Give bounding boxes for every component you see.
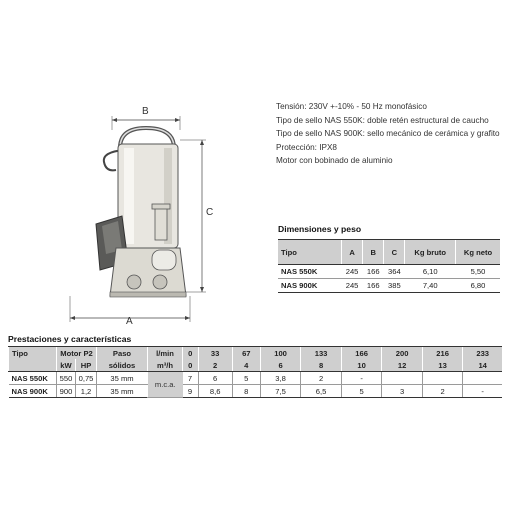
spec-seal-550k: Tipo de sello NAS 550K: doble retén estructural de caucho	[276, 115, 489, 125]
dim-cell: 7,40	[405, 279, 456, 293]
perf-cell-value: 8,6	[198, 385, 232, 398]
perf-cell-value	[422, 372, 463, 385]
perf-m3h-cell: 2	[198, 359, 232, 372]
dim-cell: 6,10	[405, 265, 456, 279]
perf-cell-value: -	[341, 372, 382, 385]
perf-cell-value	[382, 372, 423, 385]
dimensions-title: Dimensiones y peso	[278, 224, 362, 234]
dim-header-c: C	[384, 240, 405, 265]
perf-m3h-cell: 12	[382, 359, 423, 372]
spec-voltage: Tensión: 230V +-10% - 50 Hz monofásico	[276, 102, 427, 111]
perf-lmin-cell: 216	[422, 347, 463, 360]
perf-lmin-cell: 33	[198, 347, 232, 360]
dim-cell: 166	[363, 279, 384, 293]
table-row	[9, 385, 503, 398]
perf-cell-value: 8	[232, 385, 260, 398]
perf-cell-value: 6,5	[301, 385, 342, 398]
dim-cell: 5,50	[455, 265, 500, 279]
perf-cell-paso: 35 mm	[97, 372, 148, 385]
table-row	[278, 279, 500, 293]
dim-header-tipo: Tipo	[278, 240, 342, 265]
perf-lmin-cell: 233	[463, 347, 502, 360]
perf-header-hp: HP	[76, 359, 97, 372]
perf-m3h-cell: 6	[260, 359, 301, 372]
perf-lmin-cell: 0	[183, 347, 199, 360]
perf-header-lmin: l/min	[148, 347, 183, 360]
performance-title: Prestaciones y características	[8, 334, 132, 344]
dim-cell: 245	[342, 279, 363, 293]
dimension-label-b: B	[142, 106, 149, 117]
perf-cell-hp: 1,2	[76, 385, 97, 398]
perf-cell-value: 7,5	[260, 385, 301, 398]
perf-m3h-cell: 10	[341, 359, 382, 372]
perf-cell-tipo: NAS 550K	[9, 372, 57, 385]
table-row	[278, 265, 500, 279]
perf-lmin-cell: 67	[232, 347, 260, 360]
dimension-label-c: C	[206, 207, 214, 218]
dim-header-a: A	[342, 240, 363, 265]
perf-cell-value: 3,8	[260, 372, 301, 385]
perf-lmin-cell: 166	[341, 347, 382, 360]
spec-list	[276, 100, 500, 168]
dim-cell: 385	[384, 279, 405, 293]
perf-cell-value: 2	[422, 385, 463, 398]
dim-cell: 364	[384, 265, 405, 279]
perf-cell-kw: 900	[57, 385, 76, 398]
perf-cell-value: 6	[198, 372, 232, 385]
perf-cell-value: 5	[232, 372, 260, 385]
dimensions-table	[278, 239, 500, 293]
dim-header-kg-neto: Kg neto	[455, 240, 500, 265]
perf-header-tipo: Tipo	[9, 347, 57, 360]
perf-header-motor: Motor P2	[57, 347, 97, 360]
perf-cell-tipo: NAS 900K	[9, 385, 57, 398]
perf-cell-value: 3	[382, 385, 423, 398]
perf-lmin-cell: 200	[382, 347, 423, 360]
dim-header-b: B	[363, 240, 384, 265]
perf-cell-mca: m.c.a.	[148, 372, 183, 398]
performance-table	[8, 346, 502, 398]
dim-cell: NAS 550K	[278, 265, 342, 279]
perf-m3h-cell: 0	[183, 359, 199, 372]
perf-cell-kw: 550	[57, 372, 76, 385]
perf-lmin-cell: 133	[301, 347, 342, 360]
perf-cell-hp: 0,75	[76, 372, 97, 385]
spec-motor: Motor con bobinado de aluminio	[276, 156, 393, 166]
dim-cell: 6,80	[455, 279, 500, 293]
perf-cell-paso: 35 mm	[97, 385, 148, 398]
table-row	[9, 372, 503, 385]
perf-lmin-cell: 100	[260, 347, 301, 360]
perf-header-solidos: sólidos	[97, 359, 148, 372]
dimension-label-a: A	[126, 316, 133, 327]
spec-seal-900k: Tipo de sello NAS 900K: sello mecánico de cerámica y grafito	[276, 129, 500, 139]
perf-m3h-cell: 8	[301, 359, 342, 372]
dim-cell: 245	[342, 265, 363, 279]
perf-header-kw: kW	[57, 359, 76, 372]
perf-cell-value: 5	[341, 385, 382, 398]
perf-cell-value: -	[463, 385, 502, 398]
perf-m3h-cell: 4	[232, 359, 260, 372]
perf-cell-value: 9	[183, 385, 199, 398]
dim-header-kg-bruto: Kg bruto	[405, 240, 456, 265]
dim-cell: NAS 900K	[278, 279, 342, 293]
perf-cell-value: 7	[183, 372, 199, 385]
perf-cell-value: 2	[301, 372, 342, 385]
perf-m3h-cell: 14	[463, 359, 502, 372]
spec-protection: Protección: IPX8	[276, 142, 337, 152]
perf-cell-value	[463, 372, 502, 385]
dim-cell: 166	[363, 265, 384, 279]
perf-header-paso: Paso	[97, 347, 148, 360]
perf-header-m3h: m³/h	[148, 359, 183, 372]
perf-m3h-cell: 13	[422, 359, 463, 372]
